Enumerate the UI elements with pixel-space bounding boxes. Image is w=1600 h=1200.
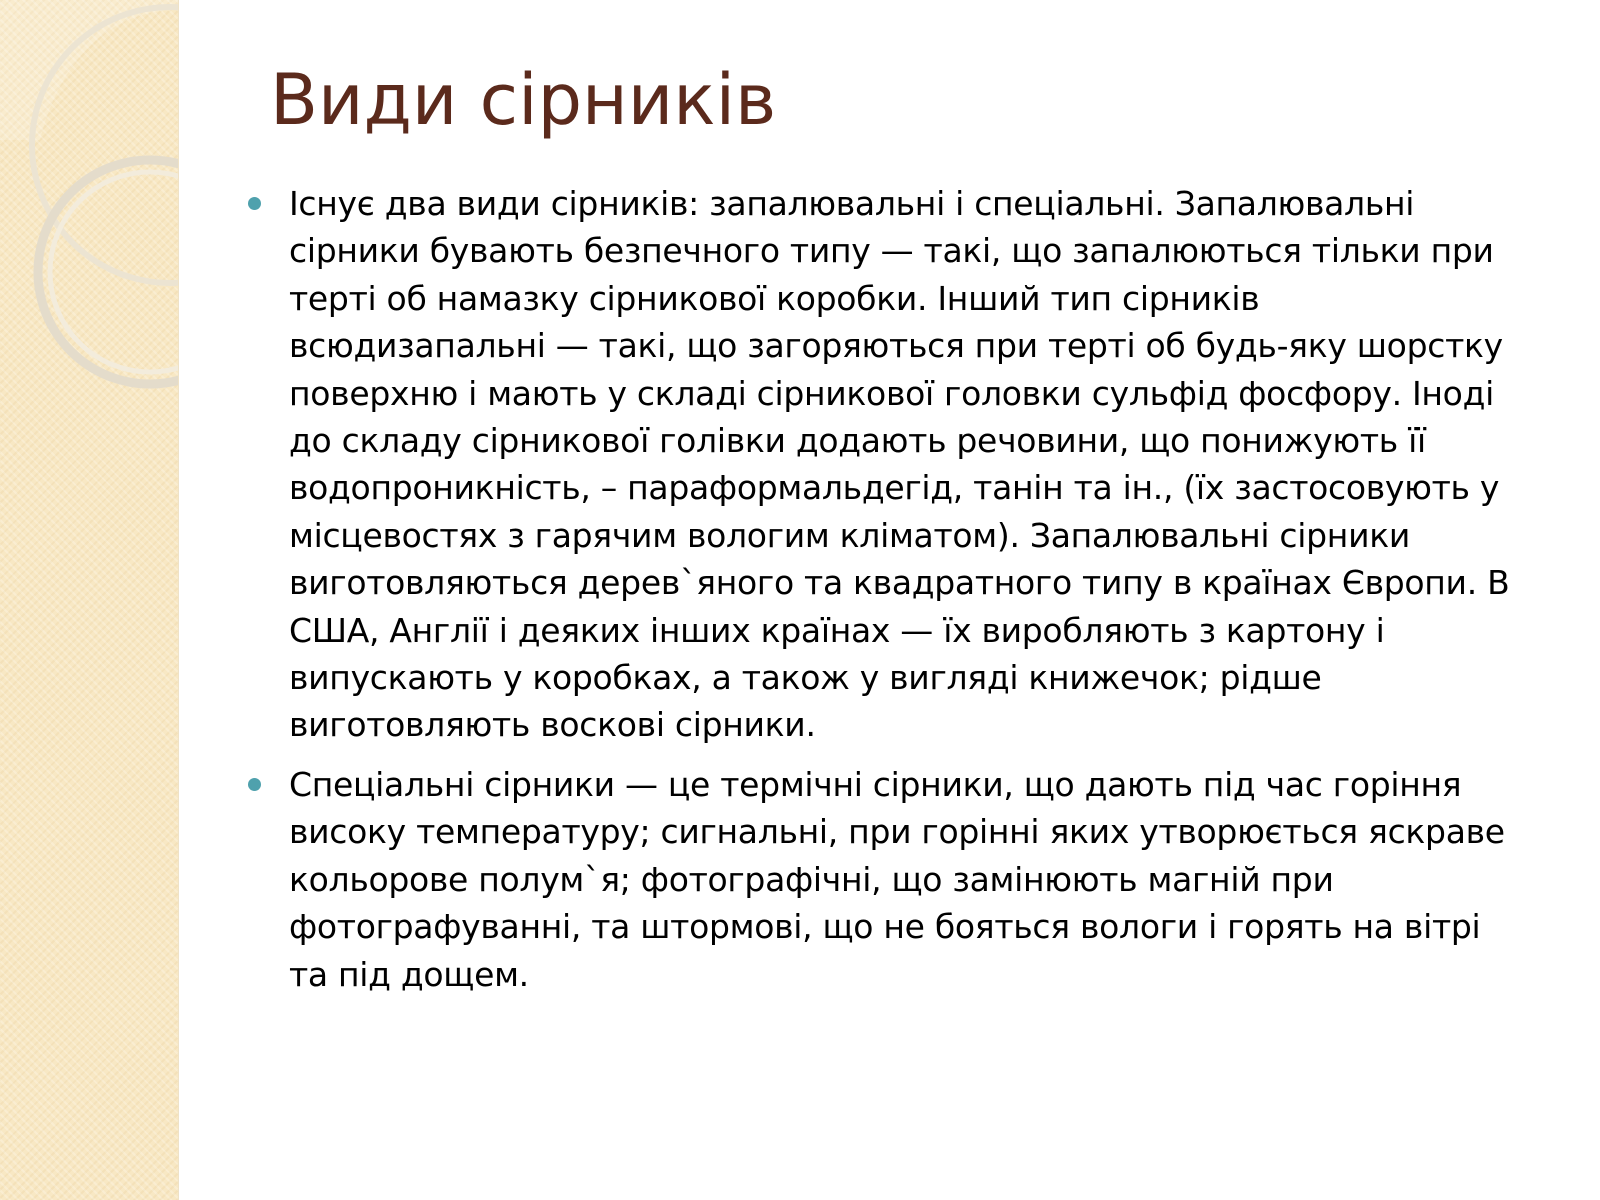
decorative-side-band bbox=[0, 0, 179, 1200]
bullet-list bbox=[248, 180, 1510, 998]
bullet-text: Спеціальні сірники — це термічні сірники, що дають під час горіння високу температуру; сигнальні, при горінні яких утворюється яскраве кольорове полум`я; фотографічні, що замінюють магній при фотографуванні, та штормові, що не бояться вологи і горять на вітрі та під дощем. bbox=[289, 764, 1505, 994]
bullet-text: Існує два види сірників: запалювальні і спеціальні. Запалювальні сірники бувають безпечного типу — такі, що запалюються тільки при терті об намазку сірникової коробки. Інший тип сірників всюдизапальні — такі, що загоряються при терті об будь-яку шорстку поверхню і мають у складі сірникової головки сульфід фосфору. Іноді до складу сірникової голівки додають речовини, що понижують її водопроникність, – параформальдегід, танін та ін., (їх застосовують у місцевостях з гарячим вологим кліматом). Запалювальні сірники виготовляються дерев`яного та квадратного типу в країнах Європи. В США, Англії і деяких інших країнах — їх виробляють з картону і випускають у коробках, а також у вигляді книжечок; рідше виготовляють воскові сірники. bbox=[289, 184, 1510, 745]
decorative-rings bbox=[0, 0, 178, 1200]
bullet-item-match-types bbox=[248, 180, 1510, 749]
bullet-dot-icon bbox=[248, 197, 261, 210]
bullet-item-special-matches bbox=[248, 761, 1510, 998]
ring-top-fill bbox=[0, 0, 178, 140]
bullet-dot-icon bbox=[248, 778, 261, 791]
slide-title: Види сірників bbox=[270, 59, 777, 141]
ring-medium-outer bbox=[38, 160, 178, 384]
